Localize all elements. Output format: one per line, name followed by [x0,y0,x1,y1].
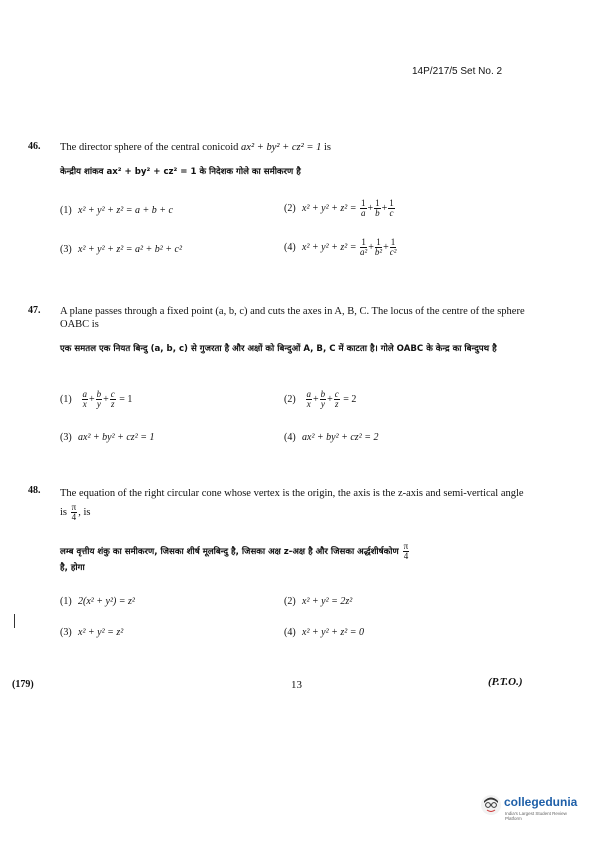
question-number: 47. [28,305,41,316]
question-number: 46. [28,141,41,152]
question-text: The director sphere of the central conicoid ax² + by² + cz² = 1 is [60,142,331,153]
option-3: (3) ax² + by² + cz² = 1 [60,432,155,443]
option-2: (2) x² + y² = 2z² [284,596,353,607]
option-2: (2) x² + y² + z² = $\frac{1}{a}$ + $\frac{1}{b}$ + $\frac{1}{c}$ [284,198,394,218]
logo-name: collegedunia [504,795,578,809]
margin-mark [14,614,15,628]
footer-code: (179) [12,679,34,690]
option-1: (1) $\frac{a}{x}$ + $\frac{b}{y}$ + $\frac{c}{z}$ = 1 [60,389,133,409]
question-text-hindi: एक समतल एक नियत बिन्दु (a, b, c) से गुजरता है और अक्षों को बिन्दुओं A, B, C में काटता है। गोले OABC के केन्द्र का बिन्दुपथ है [60,344,497,354]
question-text: The equation of the right circular cone whose vertex is the origin, the axis is the z-axis and semi-vertical angle is $\frac{\pi}{4}$ , is [60,488,524,522]
option-3: (3) x² + y² = z² [60,627,124,638]
option-1: (1) x² + y² + z² = a + b + c [60,205,173,216]
logo-mascot-icon [480,794,502,816]
option-4: (4) x² + y² + z² = 0 [284,627,365,638]
page-number: 13 [291,679,302,691]
collegedunia-logo [480,792,578,822]
option-4: (4) ax² + by² + cz² = 2 [284,432,379,443]
pto-label: (P.T.O.) [488,676,523,688]
question-number: 48. [28,485,41,496]
set-code: 14P/217/5 Set No. 2 [412,66,503,77]
option-3: (3) x² + y² + z² = a² + b² + c² [60,244,182,255]
option-1: (1) 2(x² + y²) = z² [60,596,135,607]
question-text-hindi: लम्ब वृत्तीय शंकु का समीकरण, जिसका शीर्ष मूलबिन्दु है, जिसका अक्ष z-अक्ष है और जिसका अर्द्धशीर्षकोण $\frac{\pi}{4}$ है, होगा [60,541,409,573]
question-text-hindi: केन्द्रीय शांकव ax² + by² + cz² = 1 के निदेशक गोले का समीकरण है [60,167,301,177]
option-4: (4) x² + y² + z² = $\frac{1}{\text{a²}}$ + $\frac{1}{\text{b²}}$ + $\frac{1}{\text{c²}}$ [284,237,397,257]
question-text: A plane passes through a fixed point (a, b, c) and cuts the axes in A, B, C. The locus of the centre of the sphere OABC is [60,306,525,330]
option-2: (2) $\frac{a}{x}$ + $\frac{b}{y}$ + $\frac{c}{z}$ = 2 [284,389,357,409]
logo-tagline: India's Largest Student Review Platform [505,811,567,821]
